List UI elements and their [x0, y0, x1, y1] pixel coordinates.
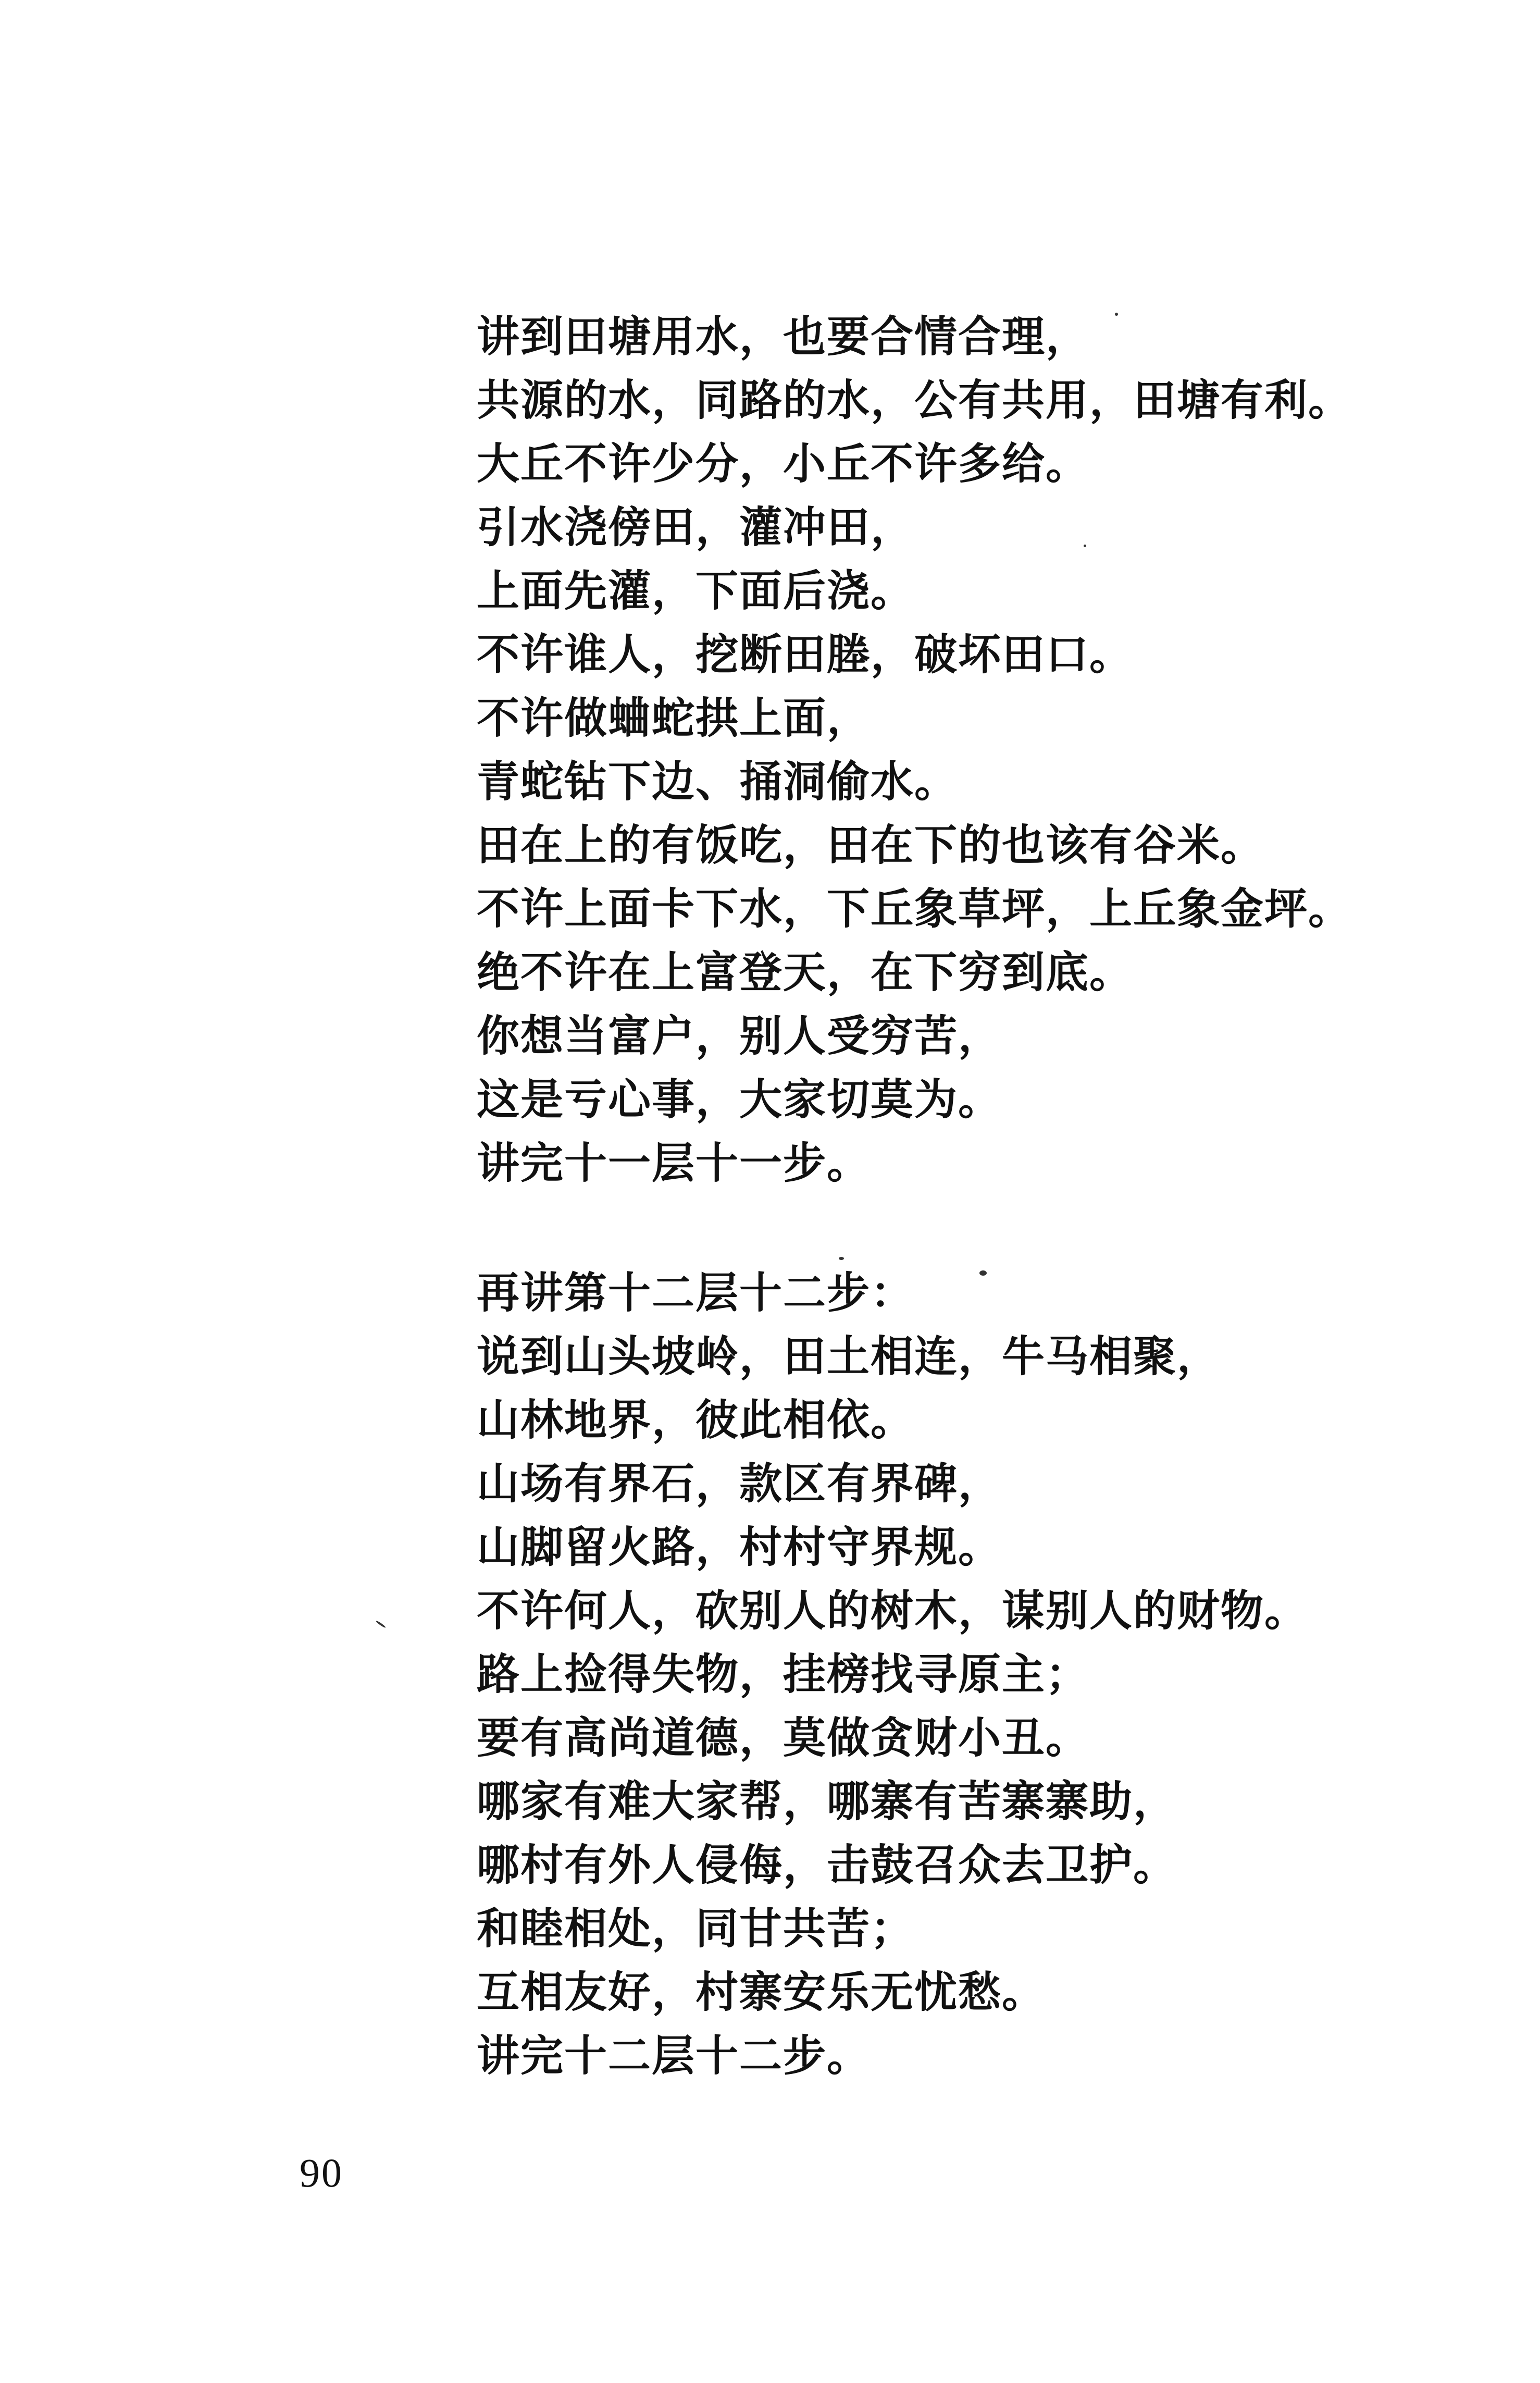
scan-speck: [839, 1257, 844, 1260]
verse-line: 山场有界石，款区有界碑，: [477, 1459, 1002, 1509]
verse-line: 再讲第十二层十二步：: [477, 1268, 915, 1318]
page-number: 90: [300, 2150, 343, 2195]
verse-line: 路上捡得失物，挂榜找寻原主；: [477, 1649, 1090, 1699]
verse-line: 不许做蛐蛇拱上面，: [477, 693, 871, 743]
verse-line: 共源的水，同路的水，公有共用，田塘有利。: [477, 375, 1352, 425]
scan-speck: [1115, 313, 1118, 316]
verse-line: 和睦相处，同甘共苦；: [477, 1904, 915, 1954]
scan-speck: [979, 1270, 987, 1276]
verse-line: 要有高尚道德，莫做贪财小丑。: [477, 1713, 1090, 1763]
verse-line: 讲完十二层十二步。: [477, 2031, 871, 2081]
verse-line: 不许谁人，挖断田塍，破坏田口。: [477, 629, 1134, 680]
verse-line: 不许何人，砍别人的树木，谋别人的财物。: [477, 1586, 1309, 1636]
verse-line: 哪村有外人侵侮，击鼓召众去卫护。: [477, 1840, 1177, 1890]
verse-line: 讲到田塘用水，也要合情合理，: [477, 312, 1090, 362]
stanza-eleventh-step: [477, 305, 1493, 1195]
verse-line: 互相友好，村寨安乐无忧愁。: [477, 1967, 1046, 2017]
verse-line: 上面先灌，下面后浇。: [477, 566, 915, 616]
verse-line: 这是亏心事，大家切莫为。: [477, 1075, 1002, 1125]
verse-line: 讲完十一层十一步。: [477, 1138, 871, 1188]
scan-speck: [1084, 545, 1086, 547]
verse-line: 不许上面卡下水，下丘象草坪，上丘象金坪。: [477, 884, 1352, 934]
verse-line: 引水浇傍田，灌冲田，: [477, 502, 915, 552]
stanza-twelfth-step: [477, 1261, 1493, 2088]
verse-line: 田在上的有饭吃，田在下的也该有谷米。: [477, 820, 1265, 870]
verse-line: 青蛇钻下边、捅洞偷水。: [477, 757, 959, 807]
verse-line: 山林地界，彼此相依。: [477, 1395, 915, 1445]
verse-line: 说到山头坡岭，田土相连，牛马相聚，: [477, 1331, 1221, 1381]
verse-line: 哪家有难大家帮，哪寨有苦寨寨助，: [477, 1776, 1177, 1826]
verse-line: 你想当富户，别人受穷苦，: [477, 1011, 1002, 1061]
scan-speck: [376, 1620, 386, 1628]
verse-line: 大丘不许少分，小丘不许多给。: [477, 439, 1090, 489]
verse-line: 山脚留火路，村村守界规。: [477, 1522, 1002, 1572]
verse-line: 绝不许在上富登天，在下穷到底。: [477, 947, 1134, 997]
